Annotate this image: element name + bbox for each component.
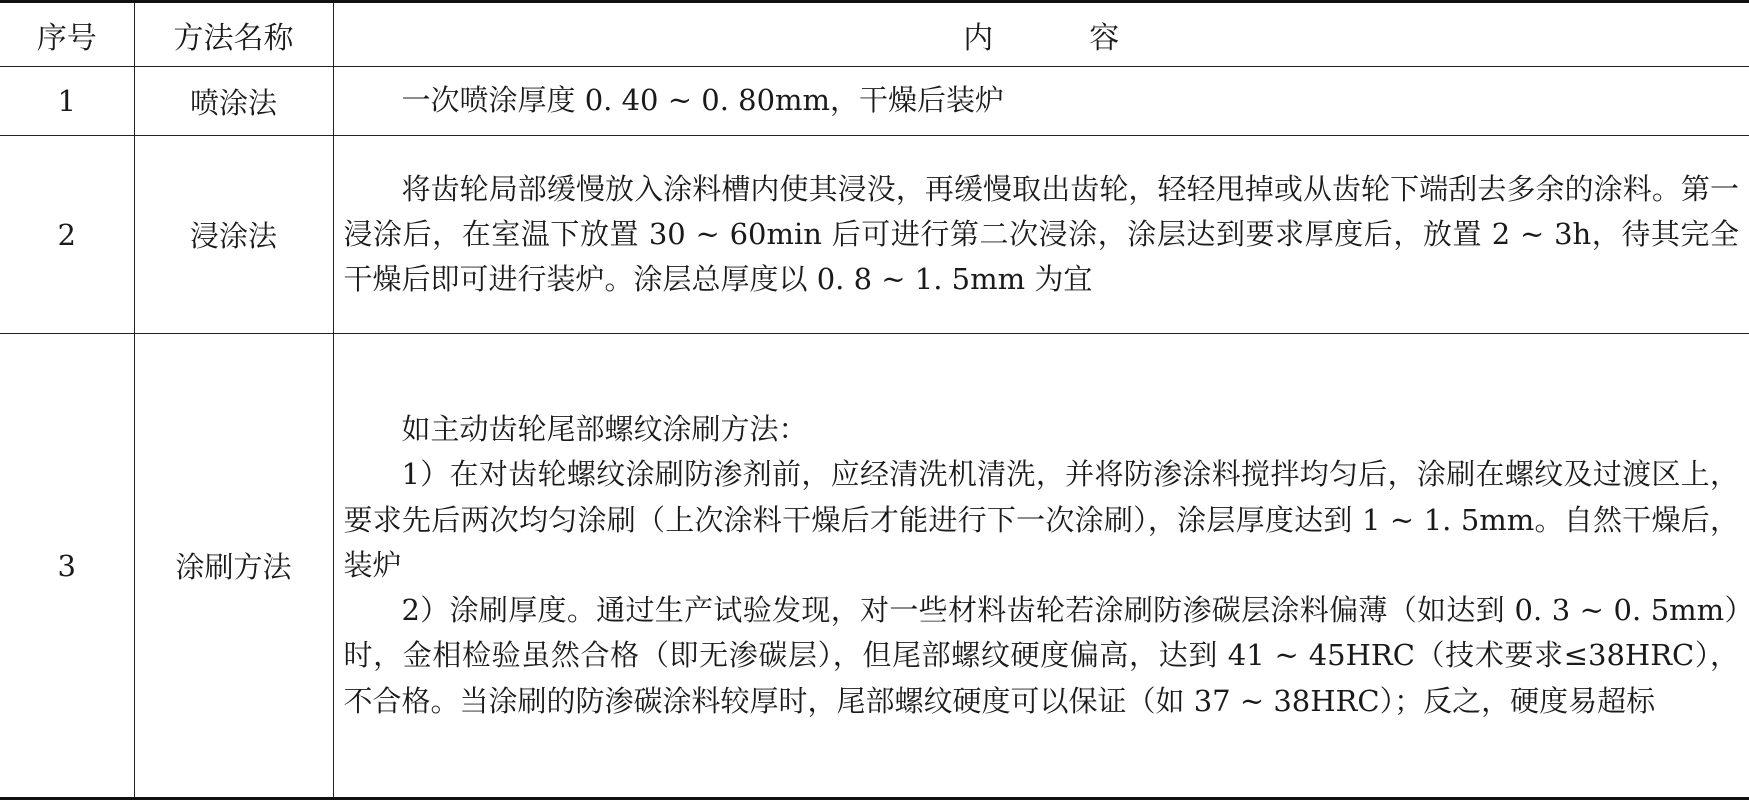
table-row (0, 67, 1749, 136)
method-content (333, 136, 1749, 334)
header-method-name: 方法名称 (134, 2, 333, 67)
row-number: 2 (0, 136, 134, 334)
table-row (0, 136, 1749, 334)
header-row (0, 2, 1749, 67)
content-paragraph: 将齿轮局部缓慢放入涂料槽内使其浸没，再缓慢取出齿轮，轻轻甩掉或从齿轮下端刮去多余的涂料。第一浸涂后，在室温下放置 30 ~ 60min 后可进行第二次浸涂，涂层达到要求厚度后，放置 2 ~ 3h，待其完全干燥后即可进行装炉。涂层总厚度以 0. 8 ~ 1. 5mm 为宜 (343, 171, 1739, 297)
content-paragraph: 一次喷涂厚度 0. 40 ~ 0. 80mm，干燥后装炉 (401, 83, 1005, 118)
content-paragraph: 如主动齿轮尾部螺纹涂刷方法： (401, 412, 808, 447)
method-content (333, 67, 1749, 136)
header-no: 序号 (0, 2, 134, 67)
row-number: 3 (0, 334, 134, 799)
table-row (0, 334, 1749, 799)
header-content-label: 内容 (963, 20, 1216, 56)
content-paragraph: 2）涂刷厚度。通过生产试验发现，对一些材料齿轮若涂刷防渗碳层涂料偏薄（如达到 0. 3 ~ 0. 5mm）时，金相检验虽然合格（即无渗碳层），但尾部螺纹硬度偏高，达到 41 ~ 45HRC（技术要求≤38HRC），不合格。当涂刷的防渗碳涂料较厚时，尾部螺纹硬度可以保证（如 37 ~ 38HRC）；反之，硬度易超标 (343, 593, 1739, 718)
row-number: 1 (0, 67, 134, 136)
header-content (333, 2, 1749, 67)
content-paragraph: 1）在对齿轮螺纹涂刷防渗剂前，应经清洗机清洗，并将防渗涂料搅拌均匀后，涂刷在螺纹及过渡区上，要求先后两次均匀涂刷（上次涂料干燥后才能进行下一次涂刷），涂层厚度达到 1 ~ 1. 5mm。自然干燥后，装炉 (343, 457, 1739, 582)
method-content (333, 334, 1749, 799)
method-name: 喷涂法 (134, 67, 333, 136)
table-body (0, 67, 1749, 799)
method-name: 浸涂法 (134, 136, 333, 334)
method-name: 涂刷方法 (134, 334, 333, 799)
table-header (0, 2, 1749, 67)
